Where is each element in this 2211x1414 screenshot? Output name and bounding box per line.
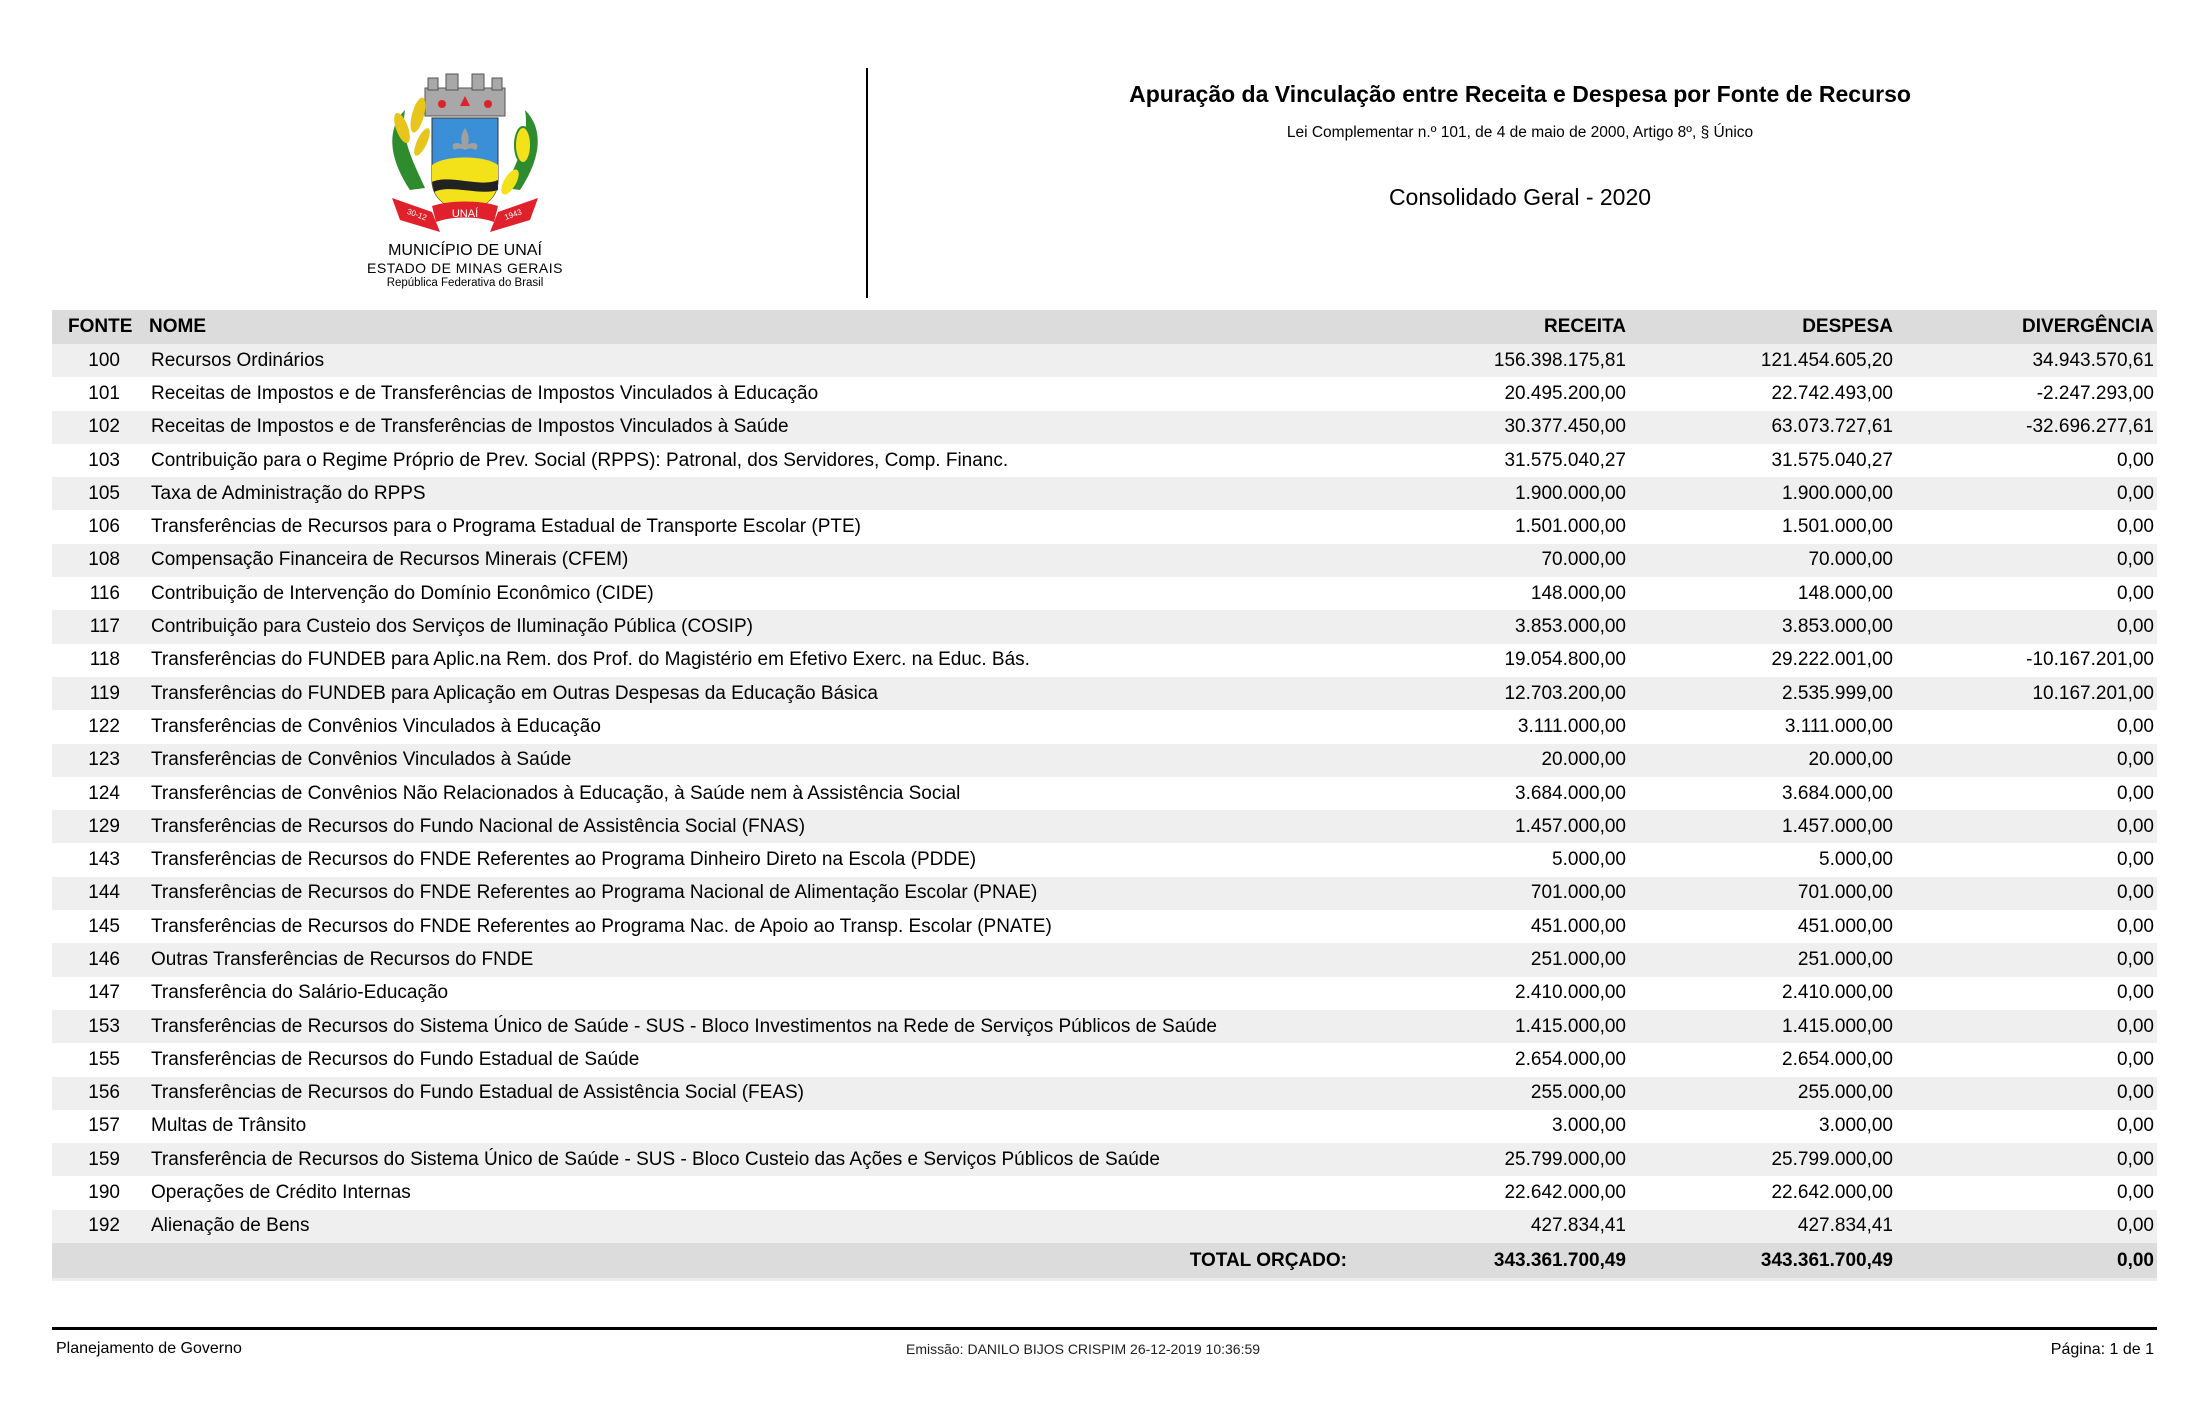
cell-divergencia: -2.247.293,00 (2036, 382, 2154, 404)
state-name: ESTADO DE MINAS GERAIS (367, 260, 563, 276)
cell-divergencia: 0,00 (2117, 915, 2154, 937)
cell-receita: 1.501.000,00 (1515, 516, 1626, 538)
cell-despesa: 25.799.000,00 (1771, 1148, 1893, 1170)
municipality-name: MUNICÍPIO DE UNAÍ (388, 242, 542, 259)
cell-nome: Outras Transferências de Recursos do FNDE (151, 948, 534, 970)
table-row (52, 411, 2157, 444)
cell-divergencia: -10.167.201,00 (2026, 649, 2154, 671)
cell-divergencia: -32.696.277,61 (2026, 416, 2154, 438)
footer-emission: Emissão: DANILO BIJOS CRISPIM 26-12-2019 10:36:59 (906, 1341, 1261, 1357)
cell-fonte: 105 (88, 482, 120, 504)
report-title-block (1000, 80, 2040, 211)
table-row (52, 843, 2157, 876)
table-header-row (52, 310, 2157, 344)
cell-fonte: 155 (88, 1048, 120, 1070)
cell-despesa: 701.000,00 (1797, 882, 1893, 904)
cell-nome: Compensação Financeira de Recursos Minerais (CFEM) (151, 549, 629, 571)
table-row (52, 977, 2157, 1010)
cell-despesa: 3.111.000,00 (1784, 715, 1893, 737)
cell-nome: Transferências de Recursos do Sistema Único de Saúde - SUS - Bloco Investimentos na Rede de Serviços Públicos de Saúde (151, 1015, 1217, 1037)
table-row (52, 777, 2157, 810)
municipal-coat-of-arms-icon (370, 70, 560, 240)
cell-divergencia: 0,00 (2117, 815, 2154, 837)
cell-nome: Transferências de Recursos do FNDE Referentes ao Programa Nacional de Alimentação Escolar (PNAE) (151, 882, 1038, 904)
cell-receita: 3.853.000,00 (1515, 616, 1626, 638)
cell-divergencia: 0,00 (2117, 715, 2154, 737)
cell-receita: 22.642.000,00 (1504, 1182, 1626, 1204)
table-row (52, 1077, 2157, 1110)
column-header-nome: NOME (149, 316, 206, 337)
cell-divergencia: 0,00 (2117, 582, 2154, 604)
table-row (52, 477, 2157, 510)
cell-receita: 451.000,00 (1530, 915, 1626, 937)
cell-nome: Transferências de Recursos do Fundo Estadual de Saúde (151, 1048, 640, 1070)
cell-receita: 3.684.000,00 (1515, 782, 1626, 804)
table-row (52, 610, 2157, 643)
cell-receita: 1.457.000,00 (1515, 815, 1626, 837)
cell-nome: Receitas de Impostos e de Transferências de Impostos Vinculados à Educação (151, 382, 819, 404)
column-header-divergencia: DIVERGÊNCIA (2022, 316, 2154, 337)
cell-nome: Operações de Crédito Internas (151, 1182, 411, 1204)
table-row (52, 677, 2157, 710)
column-header-fonte: FONTE (68, 316, 133, 337)
cell-nome: Transferências de Recursos para o Programa Estadual de Transporte Escolar (PTE) (151, 516, 862, 538)
total-receita: 343.361.700,49 (1493, 1249, 1626, 1271)
table-row (52, 1110, 2157, 1143)
cell-divergencia: 0,00 (2117, 948, 2154, 970)
cell-despesa: 31.575.040,27 (1771, 449, 1893, 471)
total-label: TOTAL ORÇADO: (1189, 1249, 1347, 1271)
cell-fonte: 102 (88, 416, 120, 438)
column-header-despesa: DESPESA (1802, 316, 1893, 337)
cell-divergencia: 0,00 (2117, 782, 2154, 804)
cell-fonte: 117 (89, 616, 120, 638)
column-header-receita: RECEITA (1544, 316, 1626, 337)
cell-despesa: 2.535.999,00 (1782, 682, 1893, 704)
table-row (52, 544, 2157, 577)
cell-fonte: 119 (89, 682, 120, 704)
cell-nome: Multas de Trânsito (151, 1115, 307, 1137)
cell-despesa: 1.501.000,00 (1782, 516, 1893, 538)
table-row (52, 1210, 2157, 1243)
cell-receita: 31.575.040,27 (1504, 449, 1626, 471)
cell-nome: Alienação de Bens (151, 1215, 310, 1237)
cell-despesa: 5.000,00 (1819, 849, 1893, 871)
municipality-logo-block (330, 70, 600, 290)
cell-despesa: 20.000,00 (1808, 749, 1893, 771)
cell-fonte: 124 (88, 782, 120, 804)
cell-despesa: 121.454.605,20 (1760, 349, 1893, 371)
cell-nome: Transferências de Convênios Não Relacionados à Educação, à Saúde nem à Assistência Social (151, 782, 961, 804)
cell-despesa: 2.654.000,00 (1782, 1048, 1893, 1070)
cell-nome: Recursos Ordinários (151, 349, 325, 371)
cell-receita: 12.703.200,00 (1504, 682, 1626, 704)
cell-divergencia: 0,00 (2117, 449, 2154, 471)
table-row (52, 910, 2157, 943)
cell-fonte: 129 (88, 815, 120, 837)
cell-divergencia: 0,00 (2117, 1115, 2154, 1137)
table-row (52, 710, 2157, 743)
cell-nome: Receitas de Impostos e de Transferências de Impostos Vinculados à Saúde (151, 416, 789, 438)
cell-fonte: 145 (88, 915, 120, 937)
cell-fonte: 116 (89, 582, 120, 604)
cell-fonte: 156 (88, 1082, 120, 1104)
cell-receita: 30.377.450,00 (1504, 416, 1626, 438)
cell-divergencia: 0,00 (2117, 616, 2154, 638)
cell-fonte: 159 (88, 1148, 120, 1170)
table-row (52, 510, 2157, 543)
cell-fonte: 123 (88, 749, 120, 771)
cell-divergencia: 0,00 (2117, 749, 2154, 771)
cell-receita: 25.799.000,00 (1504, 1148, 1626, 1170)
cell-despesa: 70.000,00 (1808, 549, 1893, 571)
cell-divergencia: 0,00 (2117, 982, 2154, 1004)
cell-divergencia: 0,00 (2117, 482, 2154, 504)
cell-nome: Transferências do FUNDEB para Aplic.na Rem. dos Prof. do Magistério em Efetivo Exerc. na Educ. Bás. (151, 649, 1030, 671)
table-row (52, 577, 2157, 610)
cell-fonte: 108 (88, 549, 120, 571)
revenue-expense-table (52, 310, 2157, 1281)
cell-nome: Taxa de Administração do RPPS (151, 482, 426, 504)
cell-divergencia: 10.167.201,00 (2032, 682, 2154, 704)
cell-fonte: 100 (88, 349, 120, 371)
cell-despesa: 22.642.000,00 (1771, 1182, 1893, 1204)
cell-receita: 427.834,41 (1530, 1215, 1626, 1237)
cell-despesa: 2.410.000,00 (1782, 982, 1893, 1004)
cell-divergencia: 0,00 (2117, 882, 2154, 904)
cell-nome: Transferência do Salário-Educação (151, 982, 449, 1004)
cell-despesa: 22.742.493,00 (1771, 382, 1893, 404)
cell-despesa: 63.073.727,61 (1771, 416, 1893, 438)
report-legal-basis: Lei Complementar n.º 101, de 4 de maio de 2000, Artigo 8º, § Único (1286, 124, 1754, 141)
cell-nome: Transferências de Recursos do FNDE Referentes ao Programa Nac. de Apoio ao Transp. Escolar (PNATE) (151, 915, 1052, 937)
footer-page-number: Página: 1 de 1 (2050, 1341, 2154, 1358)
cell-despesa: 29.222.001,00 (1771, 649, 1893, 671)
cell-despesa: 3.853.000,00 (1782, 616, 1893, 638)
cell-nome: Transferências do FUNDEB para Aplicação em Outras Despesas da Educação Básica (151, 682, 878, 704)
table-row (52, 377, 2157, 410)
report-scope: Consolidado Geral - 2020 (1388, 184, 1652, 210)
cell-fonte: 106 (88, 516, 120, 538)
cell-nome: Contribuição para Custeio dos Serviços de Iluminação Pública (COSIP) (151, 616, 753, 638)
cell-receita: 156.398.175,81 (1493, 349, 1626, 371)
table-row (52, 943, 2157, 976)
cell-despesa: 1.415.000,00 (1782, 1015, 1893, 1037)
cell-divergencia: 0,00 (2117, 1148, 2154, 1170)
cell-fonte: 118 (89, 649, 120, 671)
crest-ribbon-center: UNAÍ (451, 208, 479, 220)
footer-rule (52, 1327, 2157, 1330)
cell-receita: 20.495.200,00 (1504, 382, 1626, 404)
cell-receita: 251.000,00 (1530, 948, 1626, 970)
cell-nome: Transferências de Convênios Vinculados à Saúde (151, 749, 572, 771)
total-divergencia: 0,00 (2117, 1249, 2154, 1271)
cell-receita: 148.000,00 (1530, 582, 1626, 604)
cell-despesa: 3.684.000,00 (1782, 782, 1893, 804)
cell-receita: 3.000,00 (1552, 1115, 1626, 1137)
table-row (52, 1143, 2157, 1176)
cell-fonte: 122 (88, 715, 120, 737)
table-row (52, 877, 2157, 910)
cell-fonte: 190 (88, 1182, 120, 1204)
cell-receita: 2.410.000,00 (1515, 982, 1626, 1004)
cell-despesa: 255.000,00 (1797, 1082, 1893, 1104)
cell-nome: Transferências de Recursos do Fundo Estadual de Assistência Social (FEAS) (151, 1082, 805, 1104)
cell-receita: 701.000,00 (1530, 882, 1626, 904)
cell-despesa: 251.000,00 (1797, 948, 1893, 970)
crest-ribbon-right: 1943 (503, 207, 524, 222)
crest-ribbon-left: 30-12 (405, 206, 429, 223)
cell-divergencia: 0,00 (2117, 1182, 2154, 1204)
cell-divergencia: 0,00 (2117, 1015, 2154, 1037)
cell-nome: Transferências de Recursos do FNDE Referentes ao Programa Dinheiro Direto na Escola (PDDE) (151, 849, 977, 871)
cell-fonte: 103 (88, 449, 120, 471)
cell-fonte: 101 (88, 382, 120, 404)
cell-receita: 2.654.000,00 (1515, 1048, 1626, 1070)
cell-receita: 3.111.000,00 (1517, 715, 1626, 737)
cell-nome: Transferências de Convênios Vinculados à Educação (151, 715, 601, 737)
country-name: República Federativa do Brasil (386, 277, 544, 289)
cell-despesa: 3.000,00 (1819, 1115, 1893, 1137)
table-row (52, 810, 2157, 843)
cell-despesa: 427.834,41 (1797, 1215, 1893, 1237)
cell-nome: Contribuição para o Regime Próprio de Prev. Social (RPPS): Patronal, dos Servidores, Comp. Financ. (151, 449, 1009, 471)
table-row (52, 644, 2157, 677)
cell-despesa: 148.000,00 (1797, 582, 1893, 604)
table-total-row (52, 1243, 2157, 1281)
cell-fonte: 143 (88, 849, 120, 871)
cell-receita: 1.900.000,00 (1515, 482, 1626, 504)
cell-nome: Transferências de Recursos do Fundo Nacional de Assistência Social (FNAS) (151, 815, 806, 837)
cell-divergencia: 34.943.570,61 (2032, 349, 2154, 371)
table-row (52, 444, 2157, 477)
cell-despesa: 1.900.000,00 (1782, 482, 1893, 504)
cell-fonte: 192 (88, 1215, 120, 1237)
table-body (52, 344, 2157, 1243)
cell-divergencia: 0,00 (2117, 516, 2154, 538)
footer-department: Planejamento de Governo (56, 1340, 242, 1357)
cell-fonte: 144 (88, 882, 120, 904)
cell-nome: Contribuição de Intervenção do Domínio Econômico (CIDE) (151, 582, 654, 604)
cell-receita: 70.000,00 (1541, 549, 1626, 571)
table-row (52, 1043, 2157, 1076)
report-title: Apuração da Vinculação entre Receita e Despesa por Fonte de Recurso (1129, 81, 1911, 107)
total-despesa: 343.361.700,49 (1760, 1249, 1893, 1271)
cell-fonte: 157 (88, 1115, 120, 1137)
cell-divergencia: 0,00 (2117, 1215, 2154, 1237)
cell-divergencia: 0,00 (2117, 1082, 2154, 1104)
cell-fonte: 147 (88, 982, 120, 1004)
cell-fonte: 153 (88, 1015, 120, 1037)
cell-receita: 5.000,00 (1552, 849, 1626, 871)
cell-despesa: 451.000,00 (1797, 915, 1893, 937)
table-row (52, 344, 2157, 377)
cell-divergencia: 0,00 (2117, 549, 2154, 571)
cell-divergencia: 0,00 (2117, 1048, 2154, 1070)
cell-despesa: 1.457.000,00 (1782, 815, 1893, 837)
cell-fonte: 146 (88, 948, 120, 970)
cell-receita: 1.415.000,00 (1515, 1015, 1626, 1037)
header-vertical-divider (866, 68, 868, 298)
cell-receita: 19.054.800,00 (1504, 649, 1626, 671)
table-row (52, 744, 2157, 777)
cell-receita: 255.000,00 (1530, 1082, 1626, 1104)
cell-receita: 20.000,00 (1541, 749, 1626, 771)
table-row (52, 1010, 2157, 1043)
cell-nome: Transferência de Recursos do Sistema Único de Saúde - SUS - Bloco Custeio das Ações e Serviços Públicos de Saúde (151, 1148, 1160, 1170)
table-row (52, 1176, 2157, 1209)
cell-divergencia: 0,00 (2117, 849, 2154, 871)
